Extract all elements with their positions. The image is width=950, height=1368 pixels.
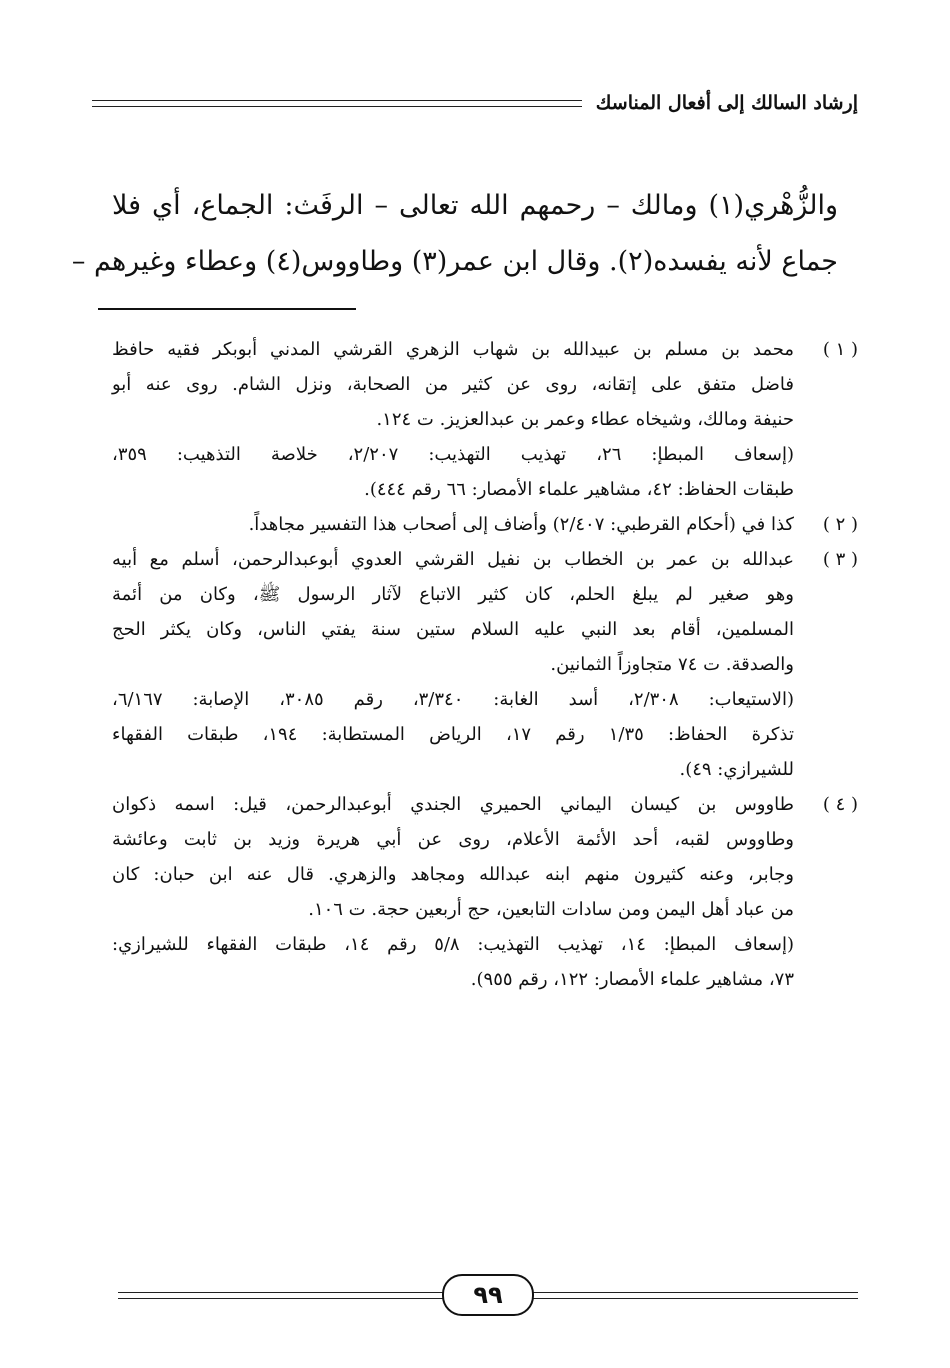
footnotes-section [112,332,858,997]
footnote-line: (إسعاف المبطإ: ٢٦، تهذيب التهذيب: ٢/٢٠٧، خلاصة التذهيب: ٣٥٩، [112,444,794,465]
footnote-text [112,542,794,787]
footnote-line: للشيرازي: ٤٩). [679,759,794,780]
header-title: إرشاد السالك إلى أفعال المناسك [595,92,858,114]
footnote-line: فاضل متفق على إتقانه، روى عن كثير من الصحابة، ونزل الشام. روى عنه أبو [112,374,794,395]
footnote-line: طبقات الحفاظ: ٤٢، مشاهير علماء الأمصار: ٦٦ رقم ٤٤٤). [364,479,794,500]
footnote-number: ( ١ ) [822,339,858,360]
footnote-line: والصدقة. ت ٧٤ متجاوزاً الثمانين. [550,654,794,675]
footnote-text [112,332,794,507]
footnote-line: كذا في (أحكام القرطبي: ٢/٤٠٧) وأضاف إلى أصحاب هذا التفسير مجاهداً. [248,514,794,535]
main-text-line: جماع لأنه يفسده(٢). وقال ابن عمر(٣) وطاووس(٤) وعطاء وغيرهم – [71,246,838,277]
main-text [71,178,838,290]
footnote-line: من عباد أهل اليمن ومن سادات التابعين، حج أربعين حجة. ت ١٠٦. [308,899,794,920]
page-number: ٩٩ [442,1274,534,1316]
footnote-line: تذكرة الحفاظ: ١/٣٥ رقم ١٧، الرياض المستطابة: ١٩٤، طبقات الفقهاء [112,724,794,745]
main-text-line: والزُّهْري(١) ومالك – رحمهم الله تعالى – الرفَث: الجماع، أي فلا [112,190,838,221]
footnote-separator [98,308,356,310]
footnote-number: ( ٣ ) [822,549,858,570]
running-header [92,86,858,120]
footnote-line: وطاووس لقبه، أحد الأئمة الأعلام، روى عن أبي هريرة وزيد بن ثابت وعائشة [112,829,794,850]
footnote-line: (إسعاف المبطإ: ١٤، تهذيب التهذيب: ٥/٨ رقم ١٤، طبقات الفقهاء للشيرازي: [112,934,795,955]
footnote-line: محمد بن مسلم بن عبيدالله بن شهاب الزهري القرشي المدني أبوبكر فقيه حافظ [112,339,794,360]
footnote-text [112,507,794,542]
footnote-3 [112,542,858,787]
footnote-number: ( ٢ ) [822,514,858,535]
footnote-line: (الاستيعاب: ٢/٣٠٨، أسد الغابة: ٣/٣٤٠، رقم ٣٠٨٥، الإصابة: ٦/١٦٧، [112,689,795,710]
footnote-line: وهو صغير لم يبلغ الحلم، كان كثير الاتباع لآثار الرسول ﷺ، وكان من أئمة [112,584,794,605]
footnote-line: عبدالله بن عمر بن الخطاب بن نفيل القرشي العدوي أبوعبدالرحمن، أسلم مع أبيه [112,549,794,570]
footnote-line: ٧٣، مشاهير علماء الأمصار: ١٢٢، رقم ٩٥٥). [470,969,794,990]
header-double-rule [92,100,582,107]
footnote-line: المسلمين، أقام بعد النبي عليه السلام ستين سنة يفتي الناس، وكان يكثر الحج [112,619,794,640]
footnote-line: طاووس بن كيسان اليماني الحميري الجندي أبوعبدالرحمن، قيل: اسمه ذكوان [112,794,794,815]
footnote-text [112,787,794,997]
footnote-1 [112,332,858,507]
footnote-line: وجابر، وعنه كثيرون منهم ابنه عبدالله ومجاهد والزهري. قال عنه ابن حبان: كان [112,864,794,885]
page-footer [118,1274,858,1316]
footnote-2 [112,507,858,542]
footnote-4 [112,787,858,997]
footnote-number: ( ٤ ) [822,794,858,815]
footnote-line: حنيفة ومالك، وشيخاه عطاء وعمر بن عبدالعزيز. ت ١٢٤. [376,409,794,430]
